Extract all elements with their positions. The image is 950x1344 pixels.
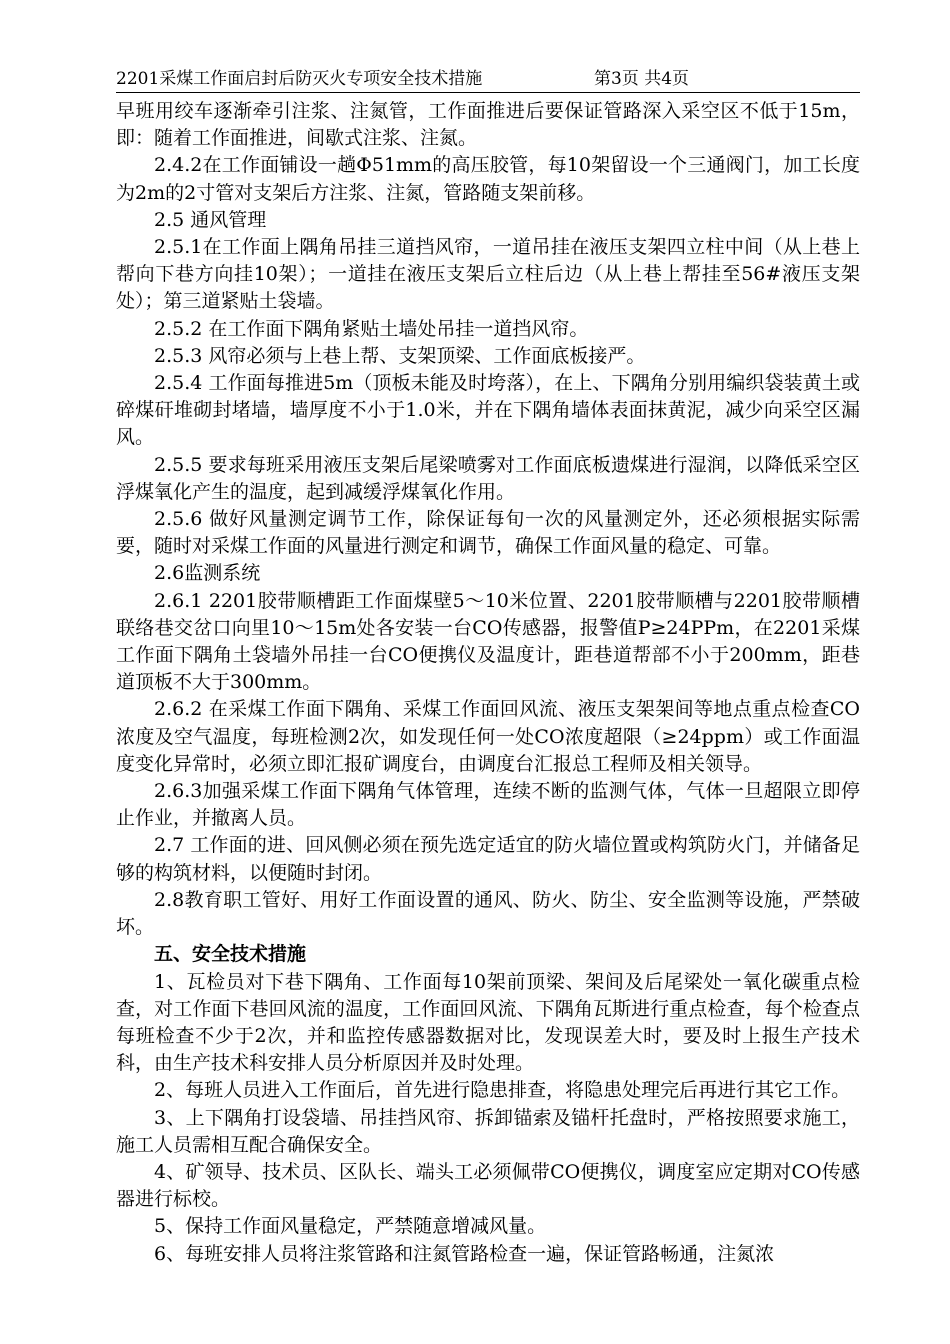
paragraph: 5、保持工作面风量稳定，严禁随意增减风量。 — [154, 1215, 547, 1238]
paragraph: 早班用绞车逐渐牵引注浆、注氮管，工作面推进后要保证管路深入采空区不低于15m，即：随着工作面推进，间歇式注浆、注氮。 — [116, 100, 860, 150]
section-heading: 五、安全技术措施 — [154, 943, 307, 966]
paragraph: 2.5.2 在工作面下隅角紧贴土墙处吊挂一道挡风帘。 — [154, 317, 589, 340]
document-body — [116, 98, 860, 1268]
paragraph: 2.6.3加强采煤工作面下隅角气体管理，连续不断的监测气体，气体一旦超限立即停止作业，并撤离人员。 — [116, 780, 860, 830]
paragraph: 2.5.3 风帘必须与上巷上帮、支架顶梁、工作面底板接严。 — [154, 344, 646, 367]
paragraph: 3、上下隅角打设袋墙、吊挂挡风帘、拆卸锚索及锚杆托盘时，严格按照要求施工，施工人员需相互配合确保安全。 — [116, 1106, 860, 1156]
paragraph: 2.4.2在工作面铺设一趟Φ51mm的高压胶管，每10架留设一个三通阀门，加工长度为2m的2寸管对支架后方注浆、注氮，管路随支架前移。 — [116, 154, 860, 204]
paragraph: 4、矿领导、技术员、区队长、端头工必须佩带CO便携仪，调度室应定期对CO传感器进行标校。 — [116, 1160, 860, 1211]
paragraph: 6、每班安排人员将注浆管路和注氮管路检查一遍，保证管路畅通，注氮浓 — [154, 1242, 775, 1265]
paragraph: 2.6.1 2201胶带顺槽距工作面煤壁5～10米位置、2201胶带顺槽与2201胶带顺槽联络巷交岔口向里10～15m处各安装一台CO传感器，报警值P≥24PPm，在2201采煤工作面下隅角土袋墙外吊挂一台CO便携仪及温度计，距巷道帮部不小于200mm，距巷道顶板不大于300mm。 — [116, 589, 860, 694]
paragraph: 2.6监测系统 — [154, 562, 261, 585]
paragraph: 2.5.1在工作面上隅角吊挂三道挡风帘，一道吊挂在液压支架四立柱中间（从上巷上帮向下巷方向挂10架）；一道挂在液压支架后立柱后边（从上巷上帮挂至56#液压支架处）；第三道紧贴土袋墙。 — [116, 236, 860, 313]
document-title: 2201采煤工作面启封后防灭火专项安全技术措施 — [116, 69, 483, 89]
page-header — [116, 68, 860, 93]
paragraph: 2.5.4 工作面每推进5m（顶板未能及时垮落），在上、下隅角分别用编织袋装黄土或碎煤矸堆砌封堵墙，墙厚度不小于1.0米，并在下隅角墙体表面抹黄泥，减少向采空区漏风。 — [116, 372, 860, 449]
page-number: 第3页 共4页 — [594, 69, 690, 89]
paragraph: 2.7 工作面的进、回风侧必须在预先选定适宜的防火墙位置或构筑防火门，并储备足够的构筑材料，以便随时封闭。 — [116, 834, 860, 884]
paragraph: 2.5 通风管理 — [154, 208, 267, 231]
paragraph: 2.6.2 在采煤工作面下隅角、采煤工作面回风流、液压支架架间等地点重点检查CO浓度及空气温度，每班检测2次，如发现任何一处CO浓度超限（≥24ppm）或工作面温度变化异常时，必须立即汇报矿调度台，由调度台汇报总工程师及相关领导。 — [116, 698, 860, 775]
paragraph: 2.5.5 要求每班采用液压支架后尾梁喷雾对工作面底板遗煤进行湿润，以降低采空区浮煤氧化产生的温度，起到减缓浮煤氧化作用。 — [116, 453, 860, 503]
paragraph: 2、每班人员进入工作面后，首先进行隐患排查，将隐患处理完后再进行其它工作。 — [154, 1079, 851, 1102]
paragraph: 1、瓦检员对下巷下隅角、工作面每10架前顶梁、架间及后尾梁处一氧化碳重点检查，对工作面下巷回风流的温度，工作面回风流、下隅角瓦斯进行重点检查，每个检查点每班检查不少于2次，并和监控传感器数据对比，发现误差大时，要及时上报生产技术科，由生产技术科安排人员分析原因并及时处理。 — [116, 970, 860, 1075]
paragraph: 2.8教育职工管好、用好工作面设置的通风、防火、防尘、安全监测等设施，严禁破坏。 — [116, 888, 860, 939]
paragraph: 2.5.6 做好风量测定调节工作，除保证每旬一次的风量测定外，还必须根据实际需要，随时对采煤工作面的风量进行测定和调节，确保工作面风量的稳定、可靠。 — [116, 508, 860, 558]
